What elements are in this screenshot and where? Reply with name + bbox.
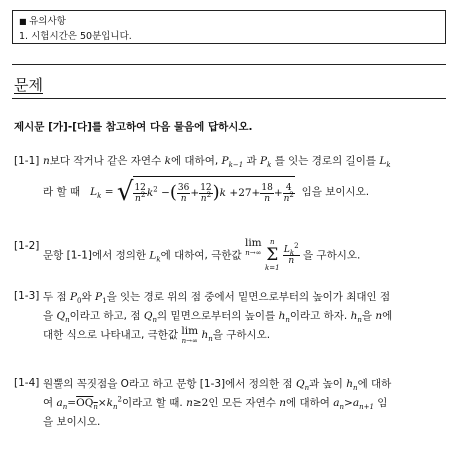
section-title: 문제 bbox=[14, 76, 43, 94]
question-number: [1-3] bbox=[14, 290, 40, 302]
notice-heading: ■ 유의사항 bbox=[19, 14, 439, 29]
formula-sum: n Σ k=1 bbox=[265, 238, 280, 272]
intro-text: 제시문 [가]-[다]를 참고하여 다음 물음에 답하시오. bbox=[14, 121, 253, 133]
divider-top bbox=[12, 64, 446, 65]
divider-bottom bbox=[12, 98, 446, 99]
formula-sqrt: √ $\frac{12}{n^2}$ $k^2$ −( $\frac{36}{n}$ + $\frac{12}{n^2}$ )k +27+ $\frac{18}{n}$ + $\frac{4}{n^2}$ bbox=[116, 177, 294, 207]
question-1-1: [1-1] n보다 작거나 같은 자연수 k에 대하여, $P_{k-1}$ 과 $P_k$ 를 잇는 경로의 길이를 $L_k$ 라 할 때 $L_k$ = √ $\frac{12}{n^2}$ $k^2$ −( $\frac{36}{n}$ + $\frac{12}{n^2}$ )k +27+ $\frac{18}{n}$ + $\frac{4}{n^2}$ 임을 보이시오. bbox=[14, 155, 391, 207]
notice-box bbox=[12, 10, 446, 44]
formula-limit: lim n→∞ bbox=[181, 325, 199, 345]
notice-item: 1. 시험시간은 50분입니다. bbox=[19, 31, 132, 42]
question-1-3: [1-3] 두 점 $P_0$와 $P_1$을 잇는 경로 위의 점 중에서 밑면으로부터의 높이가 최대인 점 을 $Q_n$이라고 하고, 점 $Q_n$의 밑면으로부터의 높이를 $h_n$이라고 하자. $h_n$을 n에 대한 식으로 나타내고, 극한값 lim n→∞ $h_n$을 구하시오. bbox=[14, 290, 393, 345]
formula-lk: $L_k$ bbox=[90, 186, 102, 201]
question-1-2: [1-2] 문항 [1-1]에서 정의한 $L_k$에 대하여, 극한값 lim n→∞ n Σ k=1 $\frac{L_k^2}{n}$ 을 구하시오. bbox=[14, 237, 361, 272]
formula-limit: lim n→∞ bbox=[244, 237, 262, 257]
question-number: [1-2] bbox=[14, 240, 40, 252]
question-number: [1-4] bbox=[14, 377, 40, 389]
question-number: [1-1] bbox=[14, 155, 40, 167]
question-1-4: [1-4] 원뿔의 꼭짓점을 O라고 하고 문항 [1-3]에서 정의한 점 $Q_n$과 높이 $h_n$에 대하 여 $a_n=OQ_n\times k_n^2$이라고 할 때. n≥2인 모든 자연수 n에 대하여 $a_n>a_{n+1}$ 임 을 보이시오. bbox=[14, 377, 392, 428]
